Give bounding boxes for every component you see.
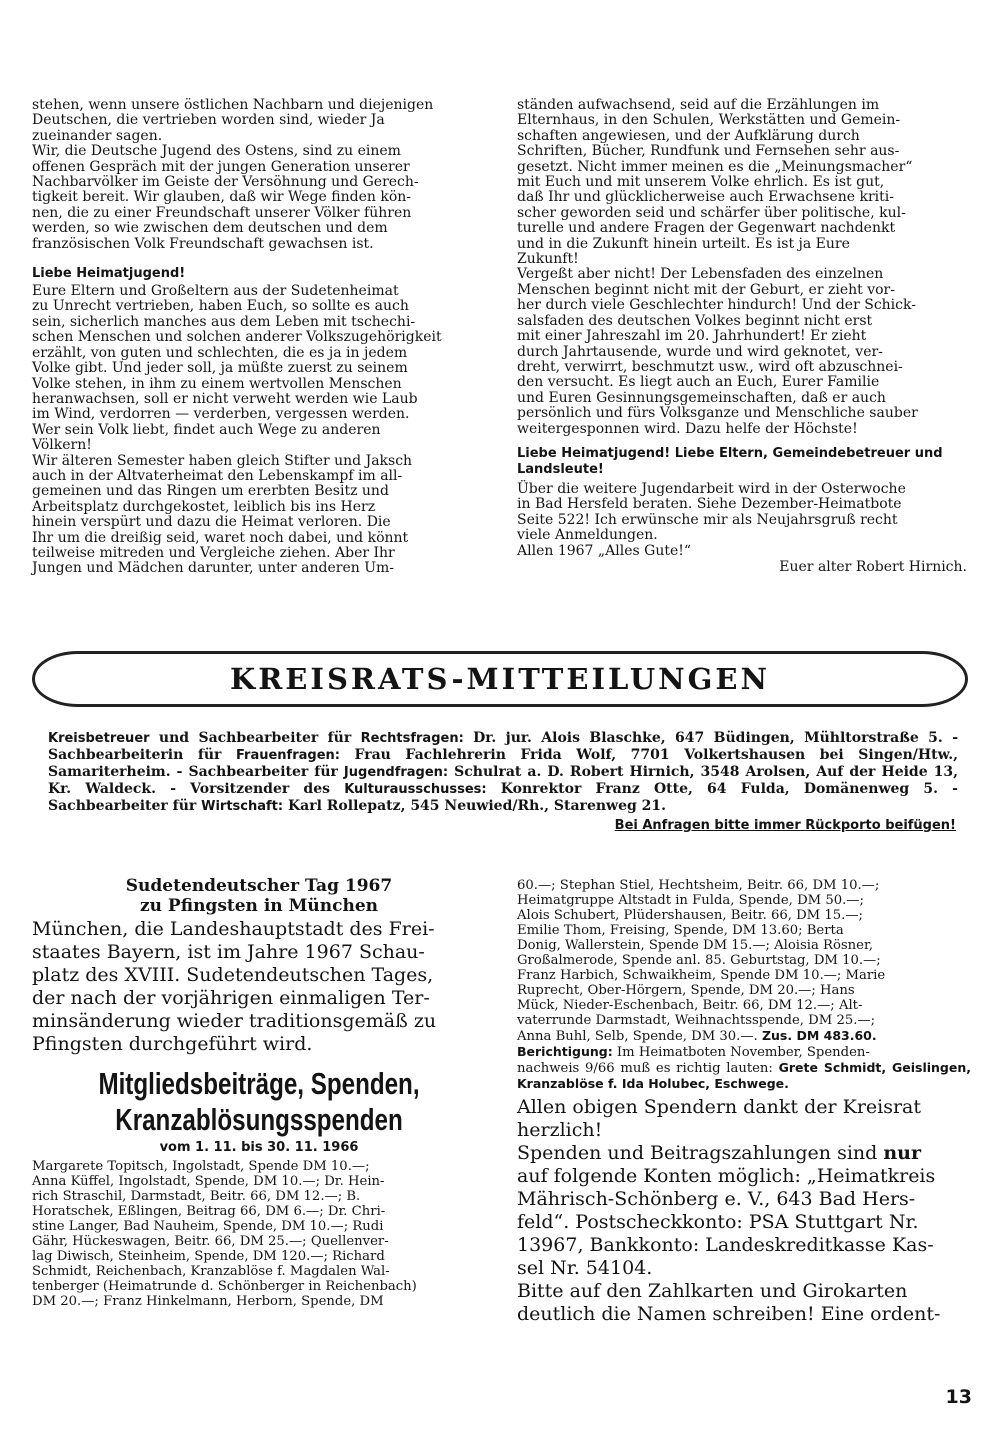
label-frauenfragen: Frauenfragen: [236, 748, 340, 763]
accounts-text-2: auf folgende Konten möglich: „Heimatkreis Mährisch-Schönberg e. V., 643 Bad Hers- feld“. Postscheckkonto: PSA Stuttgart Nr. 13967, Bankkonto: Landeskreditkasse Kas- sel Nr. 54104. [517, 1165, 936, 1279]
kreisrat-contacts [48, 730, 958, 815]
berichtigung-label: Berichtigung: [517, 1044, 613, 1059]
banner-title: KREISRATS-MITTEILUNGEN [230, 662, 770, 696]
signature: Euer alter Robert Hirnich. [779, 558, 967, 575]
spenden-title-line-1: Mitgliedsbeiträge, Spenden, [98, 1066, 420, 1101]
top-right-column [517, 98, 971, 575]
berichtigung-text: Im Heimatboten November, Spenden- nachweis 9/66 muß es richtig lauten: [517, 1045, 870, 1076]
accounts-nur: nur [883, 1142, 921, 1164]
kreisrat-text-2: Dr. jur. Alois Blaschke, 647 Büdingen, Mühltorstraße 5. - Sachbearbeiterin für [48, 730, 958, 763]
paragraph-eltern-grosseltern: Eure Eltern und Großeltern aus der Sudetenheimat zu Unrecht vertrieben, haben Euch, so sollte es auch sein, sicherlich manches aus dem Leben mit tschechi- schen Menschen und solchen anderer Volkszugehörigkeit erzählt, von guten und schlechten, die es ja in jedem Volke gibt. Und jeder soll, ja müßte zuerst zu seinem Volke stehen, in ihm zu einem wertvollen Menschen heranwachsen, soll er nicht verweht werden wie Laub im Wind, verdorren — verderben, vergessen werden. Wer sein Volk liebt, findet auch Wege zu anderen Völkern! Wir älteren Semester haben gleich Stifter und Jaksch auch in der Altvaterheimat den Lebenskampf im all- gemeinen und das Ringen um ererbten Besitz und Arbeitsplatz durchgekostet, leiblich bis ins Herz hinein verspürt und dazu die Heimat verloren. Die Ihr um die dreißig seid, waret noch dabei, und könnt teilweise mitreden und Vergleiche ziehen. Aber Ihr Jungen und Mädchen darunter, unter anderen Um- [32, 283, 442, 577]
label-kulturausschuss: Kulturausschusses: [344, 782, 487, 797]
tag-title-line-1: Sudetendeutscher Tag 1967 [125, 876, 393, 896]
spenden-date-range: vom 1. 11. bis 30. 11. 1966 [159, 1140, 359, 1155]
paragraph-ostnachbarn: stehen, wenn unsere östlichen Nachbarn und diejenigen Deutschen, die vertrieben worden sind, wieder Ja zueinander sagen. Wir, die Deutsche Jugend des Ostens, sind zu einem offenen Gespräch mit der jungen Generation unserer Nachbarvölker im Geiste der Versöhnung und Gerech- tigkeit bereit. Wir glauben, daß wir Wege finden kön- nen, die zu einer Freundschaft unserer Völker führen werden, so wie zwischen dem deutschen und dem französischen Volk Freundschaft gewachsen ist. [32, 97, 434, 252]
paragraph-umstaenden: ständen aufwachsend, seid auf die Erzählungen im Elternhaus, in den Schulen, Werkstätten und Gemein- schaften angewiesen, und der Aufklärung durch Schriften, Bücher, Rundfunk und Fernsehen sehr aus- gesetzt. Nicht immer meinen es die „Meinungsmacher“ mit Euch und mit unserem Volke ehrlich. Es ist gut, daß Ihr und glücklicherweise auch Erwachsene kriti- scher geworden seid und schärfer über politische, kul- turelle und andere Fragen der Gegenwart nachdenkt und in die Zukunft hinein urteilt. Es ist ja Eure Zukunft! Vergeßt aber nicht! Der Lebensfaden des einzelnen Menschen beginnt nicht mit der Geburt, er zieht vor- her durch viele Geschlechter hindurch! Und der Schick- salsfaden des deutschen Volkes beginnt nicht erst mit einer Jahreszahl im 20. Jahrhundert! Er zieht durch Jahrtausende, wurde und wird geknotet, ver- dreht, verwirrt, beschmutzt usw., wird oft abzuschnei- den versucht. Es liegt auch an Euch, Eurer Familie und Euren Gesinnungsgemeinschaften, daß er auch persönlich und fürs Volksganze und Menschliche sauber weitergesponnen wird. Dazu helfe der Höchste! [517, 97, 918, 437]
paragraph-jugendarbeit: Über die weitere Jugendarbeit wird in der Osterwoche in Bad Hersfeld beraten. Siehe Dezember-Heimatbote Seite 522! Ich erwünsche mir als Neujahrsgruß recht viele Anmeldungen. Allen 1967 „Alles Gute!“ [517, 480, 906, 559]
kreisrats-banner [32, 651, 968, 707]
label-jugendfragen: Jugendfragen: [343, 765, 449, 780]
label-kreisbetreuer: Kreisbetreuer [48, 731, 150, 746]
accounts-text-1: Spenden und Beitragszahlungen sind [517, 1142, 884, 1164]
kreisrat-text-5: Konrektor Franz Otte, 64 Fulda, Domänenweg 5. - Sachbearbeiter für [48, 781, 958, 814]
heading-liebe-eltern: Liebe Heimatjugend! Liebe Eltern, Gemeindebetreuer und Landsleute! [517, 445, 943, 477]
tag-title-line-2: zu Pfingsten in München [140, 896, 378, 916]
heading-liebe-heimatjugend: Liebe Heimatjugend! [32, 266, 186, 282]
page-number: 13 [945, 1386, 972, 1408]
berichtigung-correction: Grete Schmidt, Geislingen, Kranzablöse f. Ida Holubec, Eschwege. [517, 1060, 971, 1091]
spenden-list: Margarete Topitsch, Ingolstadt, Spende DM 10.—; Anna Küffel, Ingolstadt, Spende, DM 10.—; Dr. Hein- rich Straschil, Darmstadt, Beitr. 66, DM 12.—; B. Horatschek, Eßlingen, Beitrag 66, DM 6.—; Dr. Chri- stine Langer, Bad Nauheim, Spende, DM 10.—; Rudi Gähr, Hückeswagen, Beitr. 66, DM 25.—; Quellenver- lag Diwisch, Steinheim, Spende, DM 120.—; Richard Schmidt, Reichenbach, Kranzablöse f. Magdalen Wal- tenberger (Heimatrunde d. Schönberger in Reichenbach) DM 20.—; Franz Hinkelmann, Herborn, Spende, DM [32, 1159, 417, 1309]
kreisrat-text-6: Karl Rollepatz, 545 Neuwied/Rh., Starenweg 21. [283, 798, 667, 814]
label-wirtschaft: Wirtschaft: [201, 799, 284, 814]
label-rechtsfragen: Rechtsfragen: [360, 731, 464, 746]
rueckporto-note: Bei Anfragen bitte immer Rückporto beifügen! [614, 818, 956, 833]
bottom-right-column [517, 878, 971, 1326]
spenden-list-continued [517, 878, 971, 1092]
tag-paragraph: München, die Landeshauptstadt des Frei- staates Bayern, ist im Jahre 1967 Schau- platz des XVIII. Sudetendeutschen Tages, der nach der vorjährigen einmaligen Ter- minsänderung wieder traditionsgemäß zu Pfingsten durchgeführt wird. [32, 918, 437, 1055]
spenden-list-continued-text: 60.—; Stephan Stiel, Hechtsheim, Beitr. 66, DM 10.—; Heimatgruppe Altstadt in Fulda, Spende, DM 50.—; Alois Schubert, Plüdershausen, Beitr. 66, DM 15.—; Emilie Thom, Freising, Spende, DM 13.60; Berta Donig, Wallerstein, Spende DM 15.—; Aloisia Rösner, Großalmerode, Spende anl. 85. Geburtstag, DM 10.—; Franz Harbich, Schwaikheim, Spende DM 10.—; Marie Ruprecht, Ober-Hörgern, Spende, DM 20.—; Hans Mück, Nieder-Eschenbach, Beitr. 66, DM 12.—; Alt- vaterrunde Darmstadt, Weihnachtsspende, DM 25.—; Anna Buhl, Selb, Spende, DM 30.—. [517, 878, 886, 1044]
spenden-title-line-2: Kranzablösungsspenden [115, 1102, 403, 1137]
accounts-paragraph [517, 1142, 971, 1280]
closing-paragraph: Bitte auf den Zahlkarten und Girokarten deutlich die Namen schreiben! Eine ordent- [517, 1280, 941, 1325]
bottom-left-column [32, 876, 486, 1309]
kreisrat-text-1: und Sachbearbeiter für [149, 730, 361, 746]
top-left-column [32, 98, 486, 577]
kreisrat-text-3: Frau Fachlehrerin Frida Wolf, 7701 Volkertshausen bei Singen/Htw., Samariterheim. - Sachbearbeiter für [48, 747, 958, 780]
kreisrat-text-4: Schulrat a. D. Robert Hirnich, 3548 Arolsen, Auf der Heide 13, Kr. Waldeck. - Vorsitzender des [48, 764, 959, 797]
thanks-paragraph: Allen obigen Spendern dankt der Kreisrat herzlich! [517, 1096, 922, 1141]
spenden-sum: Zus. DM 483.60. [761, 1028, 877, 1043]
